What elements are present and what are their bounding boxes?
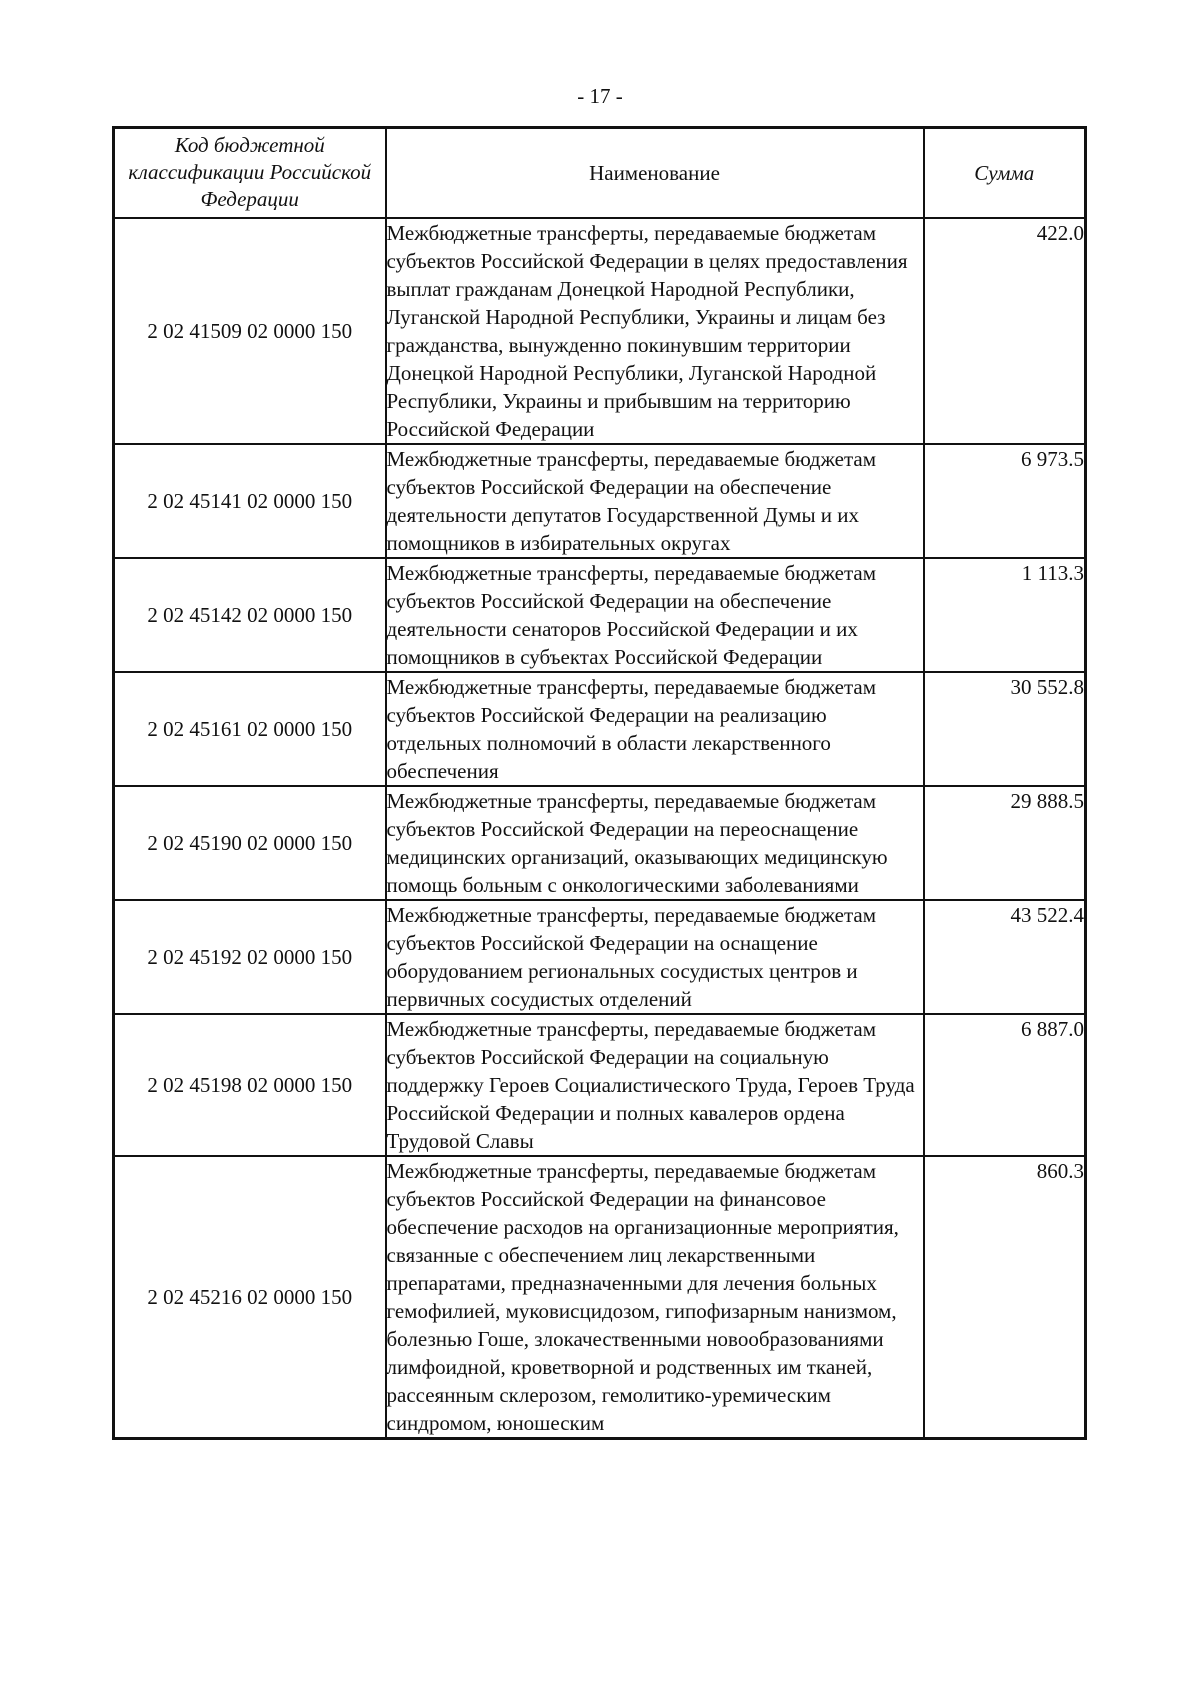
row-code: 2 02 45161 02 0000 150 xyxy=(114,672,386,786)
table-row xyxy=(114,558,1086,672)
row-name: Межбюджетные трансферты, передаваемые бюджетам субъектов Российской Федерации на переоснащение медицинских организаций, оказывающих медицинскую помощь больным с онкологическими заболеваниями xyxy=(386,786,924,900)
budget-classification-table xyxy=(112,126,1087,1440)
row-name: Межбюджетные трансферты, передаваемые бюджетам субъектов Российской Федерации на социальную поддержку Героев Социалистического Труда, Героев Труда Российской Федерации и полных кавалеров ордена Трудовой Славы xyxy=(386,1014,924,1156)
row-name: Межбюджетные трансферты, передаваемые бюджетам субъектов Российской Федерации на оснащение оборудованием региональных сосудистых центров и первичных сосудистых отделений xyxy=(386,900,924,1014)
table-row xyxy=(114,672,1086,786)
row-amount: 29 888.5 xyxy=(924,786,1086,900)
row-amount: 6 887.0 xyxy=(924,1014,1086,1156)
row-amount: 30 552.8 xyxy=(924,672,1086,786)
row-name: Межбюджетные трансферты, передаваемые бюджетам субъектов Российской Федерации на финансовое обеспечение расходов на организационные мероприятия, связанные с обеспечением лиц лекарственными препаратами, предназначенными для лечения больных гемофилией, муковисцидозом, гипофизарным нанизмом, болезнью Гоше, злокачественными новообразованиями лимфоидной, кроветворной и родственных им тканей, рассеянным склерозом, гемолитико-уремическим синдромом, юношеским xyxy=(386,1156,924,1439)
table-row xyxy=(114,786,1086,900)
row-name: Межбюджетные трансферты, передаваемые бюджетам субъектов Российской Федерации на обеспечение деятельности депутатов Государственной Думы и их помощников в избирательных округах xyxy=(386,444,924,558)
row-code: 2 02 41509 02 0000 150 xyxy=(114,218,386,444)
row-name: Межбюджетные трансферты, передаваемые бюджетам субъектов Российской Федерации на реализацию отдельных полномочий в области лекарственного обеспечения xyxy=(386,672,924,786)
row-amount: 1 113.3 xyxy=(924,558,1086,672)
page-number: - 17 - xyxy=(577,84,623,108)
table-row xyxy=(114,444,1086,558)
table-row xyxy=(114,1156,1086,1439)
header-name: Наименование xyxy=(386,128,924,218)
row-amount: 860.3 xyxy=(924,1156,1086,1439)
row-code: 2 02 45190 02 0000 150 xyxy=(114,786,386,900)
header-code: Код бюджетной классификации Российской Федерации xyxy=(114,128,386,218)
row-name: Межбюджетные трансферты, передаваемые бюджетам субъектов Российской Федерации в целях предоставления выплат гражданам Донецкой Народной Республики, Луганской Народной Республики, Украины и лицам без гражданства, вынужденно покинувшим территории Донецкой Народной Республики, Луганской Народной Республики, Украины и прибывшим на территорию Российской Федерации xyxy=(386,218,924,444)
table-row xyxy=(114,1014,1086,1156)
row-code: 2 02 45141 02 0000 150 xyxy=(114,444,386,558)
row-name: Межбюджетные трансферты, передаваемые бюджетам субъектов Российской Федерации на обеспечение деятельности сенаторов Российской Федерации и их помощников в субъектах Российской Федерации xyxy=(386,558,924,672)
row-code: 2 02 45192 02 0000 150 xyxy=(114,900,386,1014)
row-code: 2 02 45142 02 0000 150 xyxy=(114,558,386,672)
table-header-row xyxy=(114,128,1086,218)
table-row xyxy=(114,218,1086,444)
table-row xyxy=(114,900,1086,1014)
row-amount: 6 973.5 xyxy=(924,444,1086,558)
header-amount: Сумма xyxy=(924,128,1086,218)
row-amount: 43 522.4 xyxy=(924,900,1086,1014)
row-code: 2 02 45216 02 0000 150 xyxy=(114,1156,386,1439)
row-code: 2 02 45198 02 0000 150 xyxy=(114,1014,386,1156)
row-amount: 422.0 xyxy=(924,218,1086,444)
